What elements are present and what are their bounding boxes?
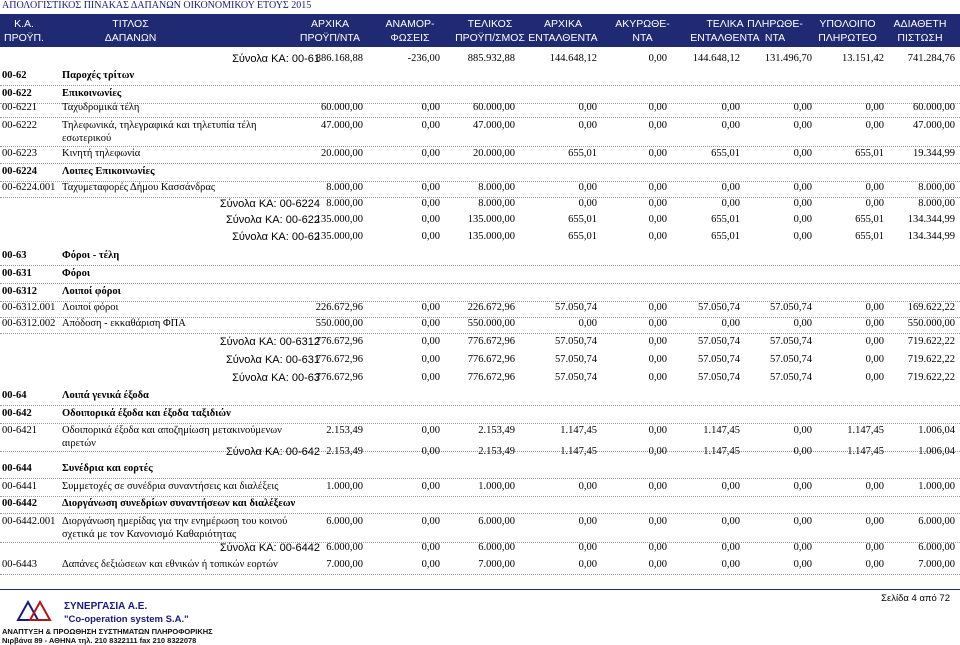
- amount-cell: 0,00: [578, 516, 597, 527]
- amount-cell: 20.000,00: [321, 148, 363, 159]
- amount-cell: 0,00: [793, 559, 812, 570]
- amount-cell: 0,00: [578, 542, 597, 553]
- amount-cell: 0,00: [793, 102, 812, 113]
- amount-cell: 0,00: [578, 120, 597, 131]
- amount-cell: 1.147,45: [847, 425, 884, 436]
- row-code: 00-644: [2, 463, 32, 474]
- amount-cell: 135.000,00: [315, 214, 363, 225]
- amount-cell: 550.000,00: [467, 318, 515, 329]
- amount-cell: 8.000,00: [918, 182, 955, 193]
- row-code: 00-6443: [2, 559, 37, 570]
- column-header-line2: ΠΡΟΫΠ/ΣΜΟΣ: [455, 31, 525, 44]
- table-row: [0, 148, 960, 164]
- column-header-available-credit: [880, 14, 960, 47]
- amount-cell: 0,00: [793, 120, 812, 131]
- company-name: ΣΥΝΕΡΓΑΣΙΑ Α.Ε.: [64, 601, 148, 612]
- column-header-line2: ΦΩΣΕΙΣ: [390, 31, 430, 44]
- amount-cell: 226.672,96: [467, 302, 515, 313]
- row-description: Δαπάνες δεξιώσεων και εθνικών ή τοπικών εορτών: [62, 559, 278, 570]
- amount-cell: 6.000,00: [918, 542, 955, 553]
- amount-cell: 57.050,74: [698, 336, 740, 347]
- column-header-line1: ΥΠΟΛΟΙΠΟ: [819, 17, 876, 30]
- amount-cell: 1.006,04: [918, 446, 955, 457]
- amount-cell: 57.050,74: [698, 372, 740, 383]
- amount-cell: 0,00: [578, 559, 597, 570]
- subtotal-row: [0, 53, 960, 68]
- amount-cell: 0,00: [648, 231, 667, 242]
- amount-cell: 655,01: [568, 214, 597, 225]
- amount-cell: 0,00: [421, 559, 440, 570]
- column-header-line1: ΤΕΛΙΚΑ: [706, 17, 744, 30]
- subtotal-row: [0, 542, 960, 557]
- row-code: 00-6442.001: [2, 516, 56, 527]
- row-code: 00-6312: [2, 286, 37, 297]
- amount-cell: 0,00: [721, 198, 740, 209]
- amount-cell: 655,01: [711, 214, 740, 225]
- amount-cell: 134.344,99: [907, 214, 955, 225]
- amount-cell: 655,01: [711, 231, 740, 242]
- amount-cell: 776.672,96: [467, 372, 515, 383]
- company-logo-icon: [14, 596, 56, 624]
- amount-cell: 20.000,00: [473, 148, 515, 159]
- subtotal-label: Σύνολα ΚΑ: 00-622: [225, 214, 320, 226]
- amount-cell: 0,00: [648, 425, 667, 436]
- row-code: 00-631: [2, 268, 32, 279]
- amount-cell: 0,00: [648, 214, 667, 225]
- amount-cell: 741.284,76: [907, 53, 955, 64]
- amount-cell: 2.153,49: [478, 446, 515, 457]
- amount-cell: 0,00: [648, 446, 667, 457]
- document-title: ΑΠΟΛΟΓΙΣΤΙΚΟΣ ΠΙΝΑΚΑΣ ΔΑΠΑΝΩΝ ΟΙΚΟΝΟΜΙΚΟΥ ΕΤΟΥΣ 2015: [2, 0, 312, 11]
- amount-cell: 0,00: [421, 425, 440, 436]
- column-header-line1: ΠΛΗΡΩΘΕ-: [747, 17, 803, 30]
- table-row: [0, 516, 960, 543]
- amount-cell: 0,00: [421, 446, 440, 457]
- row-code: 00-642: [2, 408, 32, 419]
- row-code: 00-63: [2, 250, 27, 261]
- amount-cell: 1.147,45: [703, 446, 740, 457]
- table-row: [0, 302, 960, 318]
- amount-cell: 135.000,00: [467, 214, 515, 225]
- amount-cell: 655,01: [568, 231, 597, 242]
- amount-cell: 0,00: [421, 102, 440, 113]
- row-code: 00-62: [2, 70, 27, 81]
- row-description: Απόδοση - εκκαθάριση ΦΠΑ: [62, 318, 186, 329]
- subtotal-label: Σύνολα ΚΑ: 00-6442: [219, 542, 320, 554]
- amount-cell: 57.050,74: [555, 336, 597, 347]
- row-description: Επικοινωνίες: [62, 88, 122, 99]
- amount-cell: 8.000,00: [478, 182, 515, 193]
- company-address: Νιρβάνα 89 - ΑΘΗΝΑ τηλ. 210 8322111 fax 210 8322078: [2, 636, 197, 645]
- group-row: [0, 286, 960, 302]
- amount-cell: 0,00: [421, 120, 440, 131]
- amount-cell: 0,00: [793, 481, 812, 492]
- amount-cell: 1.147,45: [560, 446, 597, 457]
- row-code: 00-6421: [2, 425, 37, 436]
- row-description: Κινητή τηλεφωνία: [62, 148, 141, 159]
- amount-cell: 60.000,00: [913, 102, 955, 113]
- row-description: Συνέδρια και εορτές: [62, 463, 153, 474]
- amount-cell: 0,00: [865, 559, 884, 570]
- amount-cell: 57.050,74: [770, 354, 812, 365]
- amount-cell: 0,00: [865, 120, 884, 131]
- amount-cell: 60.000,00: [473, 102, 515, 113]
- amount-cell: 655,01: [855, 231, 884, 242]
- row-description: Διοργάνωση συνεδρίων συναντήσεων και διαλέξεων: [62, 498, 296, 509]
- row-description: Λοιποί φόροι: [62, 286, 121, 297]
- column-header-line2: ΠΛΗΡΩΤΕΟ: [818, 31, 877, 44]
- amount-cell: 550.000,00: [907, 318, 955, 329]
- subtotal-row: [0, 372, 960, 387]
- group-row: [0, 70, 960, 86]
- amount-cell: 2.153,49: [478, 425, 515, 436]
- amount-cell: 0,00: [648, 559, 667, 570]
- row-description: Οδοιπορικά έξοδα και αποζημίωση μετακινούμενων: [62, 425, 282, 436]
- amount-cell: 6.000,00: [326, 542, 363, 553]
- amount-cell: 0,00: [865, 372, 884, 383]
- column-header-line2: ΕΝΤΑΛΘΕΝΤΑ: [528, 31, 598, 44]
- amount-cell: 0,00: [793, 182, 812, 193]
- amount-cell: 550.000,00: [315, 318, 363, 329]
- column-header-ka: [0, 14, 48, 47]
- amount-cell: 0,00: [648, 102, 667, 113]
- amount-cell: 6.000,00: [918, 516, 955, 527]
- row-code: 00-64: [2, 390, 27, 401]
- amount-cell: 885.932,88: [467, 53, 515, 64]
- amount-cell: 7.000,00: [326, 559, 363, 570]
- row-code: 00-6312.002: [2, 318, 56, 329]
- amount-cell: 0,00: [721, 542, 740, 553]
- amount-cell: 0,00: [578, 198, 597, 209]
- column-header-title: [78, 14, 183, 47]
- amount-cell: 0,00: [648, 318, 667, 329]
- column-header-initial-budget: [290, 14, 370, 47]
- amount-cell: 13.151,42: [842, 53, 884, 64]
- page-number: Σελίδα 4 από 72: [881, 593, 950, 604]
- amount-cell: 776.672,96: [315, 354, 363, 365]
- amount-cell: 8.000,00: [326, 198, 363, 209]
- amount-cell: 776.672,96: [467, 336, 515, 347]
- amount-cell: 2.153,49: [326, 446, 363, 457]
- amount-cell: 0,00: [648, 302, 667, 313]
- amount-cell: 0,00: [421, 354, 440, 365]
- amount-cell: 47.000,00: [913, 120, 955, 131]
- amount-cell: 719.622,22: [907, 372, 955, 383]
- subtotal-label: Σύνολα ΚΑ: 00-62: [232, 231, 320, 243]
- group-row: [0, 390, 960, 406]
- amount-cell: 0,00: [421, 336, 440, 347]
- amount-cell: 0,00: [721, 516, 740, 527]
- amount-cell: 0,00: [793, 214, 812, 225]
- row-description: Ταχυδρομικά τέλη: [62, 102, 140, 113]
- column-header-line2: ΠΡΟΫΠ/ΝΤΑ: [299, 31, 361, 44]
- amount-cell: 655,01: [711, 148, 740, 159]
- amount-cell: 8.000,00: [478, 198, 515, 209]
- amount-cell: 0,00: [648, 516, 667, 527]
- column-header-paid: [735, 14, 815, 47]
- row-description: Ταχυμεταφορές Δήμου Κασσάνδρας: [62, 182, 216, 193]
- column-header-remaining-payable: [810, 14, 885, 47]
- amount-cell: 47.000,00: [321, 120, 363, 131]
- column-header-line2: ΝΤΑ: [764, 31, 786, 44]
- amount-cell: 0,00: [421, 318, 440, 329]
- row-description: Λοιπες Επικοινωνίες: [62, 166, 155, 177]
- row-code: 00-6224: [2, 166, 37, 177]
- subtotal-label: Σύνολα ΚΑ: 00-6224: [219, 198, 320, 210]
- row-code: 00-622: [2, 88, 32, 99]
- amount-cell: 1.000,00: [918, 481, 955, 492]
- subtotal-row: [0, 231, 960, 246]
- amount-cell: 57.050,74: [555, 372, 597, 383]
- row-description: Διοργάνωση ημερίδας για την ενημέρωση του κοινού: [62, 516, 288, 527]
- amount-cell: 0,00: [721, 120, 740, 131]
- amount-cell: 1.147,45: [560, 425, 597, 436]
- subtotal-row: [0, 214, 960, 229]
- company-name-en: "Co-operation system S.A.": [64, 614, 189, 625]
- row-code: 00-6442: [2, 498, 37, 509]
- amount-cell: 719.622,22: [907, 354, 955, 365]
- column-header-line1: ΑΡΧΙΚΑ: [311, 17, 349, 30]
- amount-cell: 7.000,00: [478, 559, 515, 570]
- amount-cell: 0,00: [421, 198, 440, 209]
- amount-cell: 1.000,00: [326, 481, 363, 492]
- amount-cell: 0,00: [421, 542, 440, 553]
- amount-cell: 0,00: [648, 182, 667, 193]
- amount-cell: 0,00: [865, 516, 884, 527]
- column-header-initial-committed: [518, 14, 608, 47]
- amount-cell: 0,00: [421, 302, 440, 313]
- row-description: Φόροι: [62, 268, 91, 279]
- subtotal-row: [0, 336, 960, 351]
- amount-cell: 0,00: [721, 559, 740, 570]
- row-description: Λοιπά γενικά έξοδα: [62, 390, 149, 401]
- amount-cell: 131.496,70: [764, 53, 812, 64]
- amount-cell: 0,00: [578, 102, 597, 113]
- amount-cell: 0,00: [578, 481, 597, 492]
- amount-cell: 0,00: [421, 214, 440, 225]
- amount-cell: 57.050,74: [555, 354, 597, 365]
- amount-cell: 19.344,99: [913, 148, 955, 159]
- amount-cell: 0,00: [865, 318, 884, 329]
- amount-cell: 776.672,96: [315, 336, 363, 347]
- amount-cell: 0,00: [648, 120, 667, 131]
- amount-cell: 1.147,45: [703, 425, 740, 436]
- group-row: [0, 166, 960, 182]
- amount-cell: 0,00: [865, 102, 884, 113]
- group-row: [0, 268, 960, 284]
- amount-cell: 1.006,04: [918, 425, 955, 436]
- row-description: Οδοιπορικά έξοδα και έξοδα ταξιδιών: [62, 408, 231, 419]
- amount-cell: 0,00: [865, 198, 884, 209]
- amount-cell: 0,00: [721, 481, 740, 492]
- footer-rule: [0, 589, 960, 590]
- amount-cell: 6.000,00: [326, 516, 363, 527]
- table-row: [0, 559, 960, 575]
- amount-cell: 134.344,99: [907, 231, 955, 242]
- subtotal-label: Σύνολα ΚΑ: 00-61: [232, 53, 320, 65]
- table-row: [0, 481, 960, 497]
- column-header-line1: ΤΕΛΙΚΟΣ: [467, 17, 513, 30]
- amount-cell: -236,00: [407, 53, 440, 64]
- amount-cell: 0,00: [865, 354, 884, 365]
- amount-cell: 57.050,74: [770, 336, 812, 347]
- amount-cell: 0,00: [865, 302, 884, 313]
- row-code: 00-6224.001: [2, 182, 56, 193]
- amount-cell: 0,00: [793, 446, 812, 457]
- amount-cell: 0,00: [421, 148, 440, 159]
- amount-cell: 6.000,00: [478, 516, 515, 527]
- amount-cell: 57.050,74: [555, 302, 597, 313]
- amount-cell: 0,00: [648, 354, 667, 365]
- amount-cell: 655,01: [855, 148, 884, 159]
- amount-cell: 0,00: [793, 516, 812, 527]
- amount-cell: 0,00: [793, 198, 812, 209]
- amount-cell: 57.050,74: [698, 354, 740, 365]
- group-row: [0, 250, 960, 266]
- amount-cell: 886.168,88: [315, 53, 363, 64]
- amount-cell: 776.672,96: [467, 354, 515, 365]
- amount-cell: 8.000,00: [918, 198, 955, 209]
- group-row: [0, 498, 960, 514]
- row-description: Παροχές τρίτων: [62, 70, 135, 81]
- amount-cell: 0,00: [721, 182, 740, 193]
- amount-cell: 57.050,74: [770, 302, 812, 313]
- column-header-line1: ΑΡΧΙΚΑ: [544, 17, 582, 30]
- column-header-line1: ΤΙΤΛΟΣ: [112, 17, 149, 30]
- amount-cell: 0,00: [721, 318, 740, 329]
- amount-cell: 0,00: [648, 542, 667, 553]
- amount-cell: 0,00: [793, 318, 812, 329]
- amount-cell: 135.000,00: [467, 231, 515, 242]
- row-description: Τηλεφωνικά, τηλεγραφικά και τηλετυπία τέλη: [62, 120, 257, 131]
- company-tagline: ΑΝΑΠΤΥΞΗ & ΠΡΟΩΘΗΣΗ ΣΥΣΤΗΜΑΤΩΝ ΠΛΗΡΟΦΟΡΙΚΗΣ: [2, 627, 213, 636]
- amount-cell: 144.648,12: [692, 53, 740, 64]
- column-header-line2: ΕΝΤΑΛΘΕΝΤΑ: [690, 31, 760, 44]
- amount-cell: 655,01: [855, 214, 884, 225]
- row-description: Λοιποί φόροι: [62, 302, 119, 313]
- subtotal-row: [0, 198, 960, 213]
- amount-cell: 0,00: [648, 336, 667, 347]
- amount-cell: 57.050,74: [770, 372, 812, 383]
- row-description-cont: σχετικά με τον Κανονισμό Καθαριότητας: [62, 529, 237, 540]
- subtotal-label: Σύνολα ΚΑ: 00-631: [225, 354, 320, 366]
- row-code: 00-6312.001: [2, 302, 56, 313]
- column-header-line1: ΑΚΥΡΩΘΕ-: [615, 17, 670, 30]
- column-header-line1: ΑΝΑΜΟΡ-: [385, 17, 435, 30]
- row-description: Φόροι - τέλη: [62, 250, 120, 261]
- amount-cell: 144.648,12: [549, 53, 597, 64]
- row-code: 00-6221: [2, 102, 37, 113]
- amount-cell: 2.153,49: [326, 425, 363, 436]
- amount-cell: 719.622,22: [907, 336, 955, 347]
- amount-cell: 0,00: [793, 542, 812, 553]
- column-header-line2: ΝΤΑ: [632, 31, 653, 44]
- amount-cell: 0,00: [421, 231, 440, 242]
- amount-cell: 47.000,00: [473, 120, 515, 131]
- row-description-cont: αιρετών: [62, 438, 96, 449]
- amount-cell: 7.000,00: [918, 559, 955, 570]
- amount-cell: 0,00: [865, 542, 884, 553]
- amount-cell: 655,01: [568, 148, 597, 159]
- amount-cell: 1.000,00: [478, 481, 515, 492]
- report-header: [0, 0, 960, 48]
- amount-cell: 0,00: [865, 182, 884, 193]
- subtotal-row: [0, 446, 960, 461]
- group-row: [0, 408, 960, 424]
- amount-cell: 1.147,45: [847, 446, 884, 457]
- column-header-line2: ΔΑΠΑΝΩΝ: [104, 31, 157, 44]
- row-code: 00-6222: [2, 120, 37, 131]
- amount-cell: 0,00: [865, 481, 884, 492]
- table-row: [0, 120, 960, 147]
- amount-cell: 0,00: [421, 481, 440, 492]
- subtotal-label: Σύνολα ΚΑ: 00-6312: [219, 336, 320, 348]
- row-code: 00-6223: [2, 148, 37, 159]
- column-header-line2: ΠΙΣΤΩΣΗ: [897, 31, 943, 44]
- amount-cell: 0,00: [721, 102, 740, 113]
- group-row: [0, 463, 960, 479]
- amount-cell: 0,00: [648, 148, 667, 159]
- row-code: 00-6441: [2, 481, 37, 492]
- table-row: [0, 318, 960, 334]
- subtotal-row: [0, 354, 960, 369]
- column-header-line1: ΑΔΙΑΘΕΤΗ: [893, 17, 947, 30]
- amount-cell: 0,00: [421, 182, 440, 193]
- amount-cell: 6.000,00: [478, 542, 515, 553]
- amount-cell: 57.050,74: [698, 302, 740, 313]
- amount-cell: 0,00: [578, 182, 597, 193]
- amount-cell: 0,00: [793, 425, 812, 436]
- amount-cell: 226.672,96: [315, 302, 363, 313]
- amount-cell: 169.622,22: [907, 302, 955, 313]
- amount-cell: 0,00: [648, 481, 667, 492]
- amount-cell: 0,00: [421, 372, 440, 383]
- amount-cell: 0,00: [578, 318, 597, 329]
- subtotal-label: Σύνολα ΚΑ: 00-63: [232, 372, 320, 384]
- amount-cell: 0,00: [648, 198, 667, 209]
- row-description: Συμμετοχές σε συνέδρια συναντήσεις και διαλέξεις: [62, 481, 279, 492]
- amount-cell: 0,00: [648, 53, 667, 64]
- column-header-line1: Κ.Α.: [14, 17, 34, 30]
- amount-cell: 0,00: [421, 516, 440, 527]
- amount-cell: 135.000,00: [315, 231, 363, 242]
- table-row: [0, 182, 960, 198]
- amount-cell: 8.000,00: [326, 182, 363, 193]
- amount-cell: 0,00: [648, 372, 667, 383]
- column-header-line2: ΠΡΟΫΠ.: [4, 31, 44, 44]
- amount-cell: 776.672,96: [315, 372, 363, 383]
- table-row: [0, 102, 960, 118]
- subtotal-label: Σύνολα ΚΑ: 00-642: [225, 446, 320, 458]
- amount-cell: 60.000,00: [321, 102, 363, 113]
- amount-cell: 0,00: [865, 336, 884, 347]
- amount-cell: 0,00: [793, 148, 812, 159]
- row-description-cont: εσωτερικού: [62, 133, 112, 144]
- column-header-modifications: [370, 14, 450, 47]
- amount-cell: 0,00: [793, 231, 812, 242]
